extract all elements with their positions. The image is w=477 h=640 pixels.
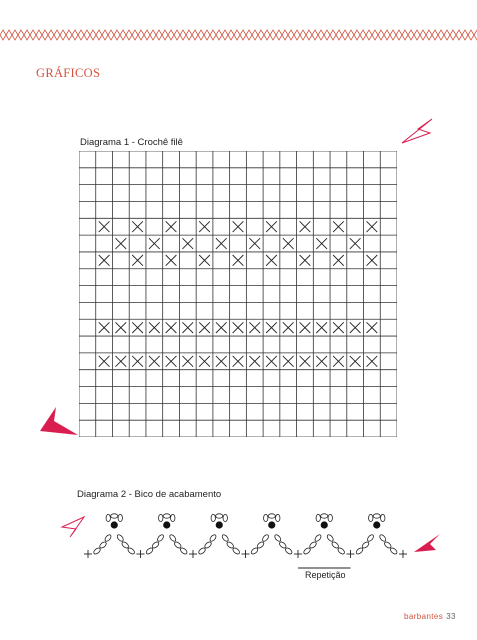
- single-crochet-mark: [137, 550, 145, 558]
- cross-stitch-mark: [199, 322, 210, 333]
- cross-stitch-mark: [333, 322, 344, 333]
- single-crochet-mark: [189, 550, 197, 558]
- cross-stitch-mark: [333, 255, 344, 266]
- cross-stitch-mark: [316, 238, 327, 249]
- decorative-border: [0, 28, 477, 42]
- cross-stitch-mark: [166, 255, 177, 266]
- cross-stitch-mark: [182, 356, 193, 367]
- cross-stitch-mark: [115, 322, 126, 333]
- chain-stitch-mark: [337, 547, 346, 555]
- arrow-outline-icon: [60, 515, 86, 539]
- chain-stitch-mark: [179, 547, 188, 555]
- chain-stitch-mark: [389, 547, 398, 555]
- diagram2-title: Diagrama 2 - Bico de acabamento: [77, 489, 222, 500]
- cross-stitch-mark: [199, 221, 210, 232]
- picot-mark: [369, 514, 385, 529]
- picot-mark: [316, 514, 332, 529]
- chain-stitch-mark: [116, 534, 124, 543]
- single-crochet-mark: [399, 550, 407, 558]
- cross-stitch-mark: [99, 322, 110, 333]
- chain-stitch-mark: [366, 534, 374, 543]
- chain-stitch-mark: [250, 547, 259, 555]
- page-footer: [404, 612, 456, 621]
- chain-stitch-mark: [99, 541, 108, 549]
- filet-crochet-grid: [79, 151, 397, 437]
- chain-stitch-mark: [274, 534, 282, 543]
- arrow-filled-icon: [38, 405, 80, 437]
- cross-stitch-mark: [300, 322, 311, 333]
- chain-stitch-mark: [361, 541, 370, 549]
- single-crochet-mark: [242, 550, 250, 558]
- cross-stitch-mark: [166, 322, 177, 333]
- chain-stitch-mark: [127, 547, 136, 555]
- chain-stitch-mark: [331, 541, 340, 549]
- cross-stitch-mark: [182, 238, 193, 249]
- picot-mark: [159, 514, 175, 529]
- chain-stitch-mark: [261, 534, 269, 543]
- chain-stitch-mark: [379, 534, 387, 543]
- cross-stitch-mark: [132, 221, 143, 232]
- cross-stitch-mark: [233, 356, 244, 367]
- cross-stitch-mark: [199, 255, 210, 266]
- chain-stitch-mark: [303, 547, 312, 555]
- cross-stitch-mark: [300, 356, 311, 367]
- cross-stitch-mark: [99, 221, 110, 232]
- chain-stitch-mark: [169, 534, 177, 543]
- chain-stitch-mark: [232, 547, 241, 555]
- cross-stitch-mark: [99, 255, 110, 266]
- chain-stitch-mark: [145, 547, 154, 555]
- arrow-outline-icon: [400, 115, 436, 145]
- cross-stitch-mark: [350, 238, 361, 249]
- cross-stitch-mark: [266, 255, 277, 266]
- cross-stitch-mark: [132, 356, 143, 367]
- chain-stitch-mark: [284, 547, 293, 555]
- cross-stitch-mark: [367, 221, 378, 232]
- cross-stitch-mark: [115, 356, 126, 367]
- chain-stitch-mark: [278, 541, 287, 549]
- cross-stitch-mark: [333, 221, 344, 232]
- cross-stitch-mark: [166, 356, 177, 367]
- footer-brand: barbantes: [404, 612, 444, 621]
- cross-stitch-mark: [367, 322, 378, 333]
- chain-stitch-mark: [209, 534, 217, 543]
- single-crochet-mark: [294, 550, 302, 558]
- cross-stitch-mark: [199, 356, 210, 367]
- cross-stitch-mark: [249, 356, 260, 367]
- cross-stitch-mark: [233, 221, 244, 232]
- chain-stitch-mark: [221, 534, 229, 543]
- cross-stitch-mark: [233, 322, 244, 333]
- cross-stitch-mark: [149, 356, 160, 367]
- chain-stitch-mark: [204, 541, 213, 549]
- chain-stitch-mark: [326, 534, 334, 543]
- picot-mark: [106, 514, 122, 529]
- cross-stitch-mark: [216, 238, 227, 249]
- cross-stitch-mark: [266, 221, 277, 232]
- page-number: 33: [446, 612, 456, 621]
- cross-stitch-mark: [283, 356, 294, 367]
- cross-stitch-mark: [149, 322, 160, 333]
- chain-stitch-mark: [309, 541, 318, 549]
- chain-stitch-mark: [226, 541, 235, 549]
- chain-stitch-mark: [383, 541, 392, 549]
- cross-stitch-mark: [149, 238, 160, 249]
- cross-stitch-mark: [350, 322, 361, 333]
- cross-stitch-mark: [115, 238, 126, 249]
- cross-stitch-mark: [216, 322, 227, 333]
- cross-stitch-mark: [132, 322, 143, 333]
- cross-stitch-mark: [316, 322, 327, 333]
- diagram1-title: Diagrama 1 - Crochê filê: [80, 137, 183, 148]
- cross-stitch-mark: [99, 356, 110, 367]
- cross-stitch-mark: [333, 356, 344, 367]
- chain-stitch-mark: [104, 534, 112, 543]
- single-crochet-mark: [347, 550, 355, 558]
- chain-stitch-mark: [198, 547, 207, 555]
- cross-stitch-mark: [266, 322, 277, 333]
- cross-stitch-mark: [283, 322, 294, 333]
- cross-stitch-mark: [367, 356, 378, 367]
- cross-stitch-mark: [249, 238, 260, 249]
- cross-stitch-mark: [300, 221, 311, 232]
- chain-stitch-mark: [151, 541, 160, 549]
- section-title: GRÁFICOS: [36, 66, 101, 80]
- picot-mark: [211, 514, 227, 529]
- cross-stitch-mark: [350, 356, 361, 367]
- cross-stitch-mark: [316, 356, 327, 367]
- chain-stitch-mark: [93, 547, 102, 555]
- chain-stitch-mark: [173, 541, 182, 549]
- chain-stitch-mark: [256, 541, 265, 549]
- chain-stitch-mark: [121, 541, 130, 549]
- cross-stitch-mark: [300, 255, 311, 266]
- arrow-filled-icon: [412, 532, 442, 554]
- cross-stitch-mark: [249, 322, 260, 333]
- chain-stitch-mark: [156, 534, 164, 543]
- cross-stitch-mark: [182, 322, 193, 333]
- cross-stitch-mark: [266, 356, 277, 367]
- cross-stitch-mark: [283, 238, 294, 249]
- chain-stitch-mark: [355, 547, 364, 555]
- cross-stitch-mark: [166, 221, 177, 232]
- chain-stitch-mark: [314, 534, 322, 543]
- single-crochet-mark: [84, 550, 92, 558]
- cross-stitch-mark: [132, 255, 143, 266]
- picot-mark: [264, 514, 280, 529]
- repeat-label: Repetição: [305, 570, 346, 580]
- cross-stitch-mark: [367, 255, 378, 266]
- cross-stitch-mark: [216, 356, 227, 367]
- edging-diagram: [70, 502, 420, 582]
- cross-stitch-mark: [233, 255, 244, 266]
